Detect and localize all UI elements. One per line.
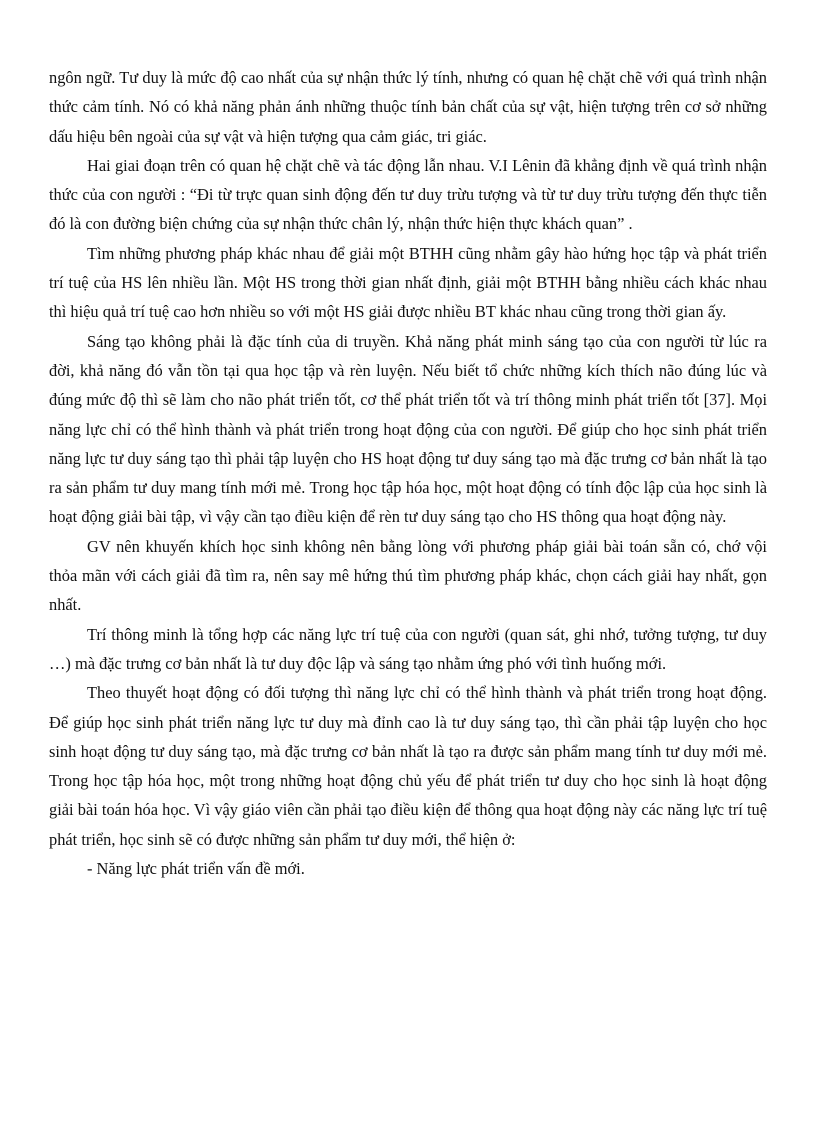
- paragraph-intelligence: Trí thông minh là tổng hợp các năng lực trí tuệ của con người (quan sát, ghi nhớ, tưởng tượng, tư duy …) mà đặc trưng cơ bản nhất là tư duy độc lập và sáng tạo nhằm ứng phó với tình huống mới.: [49, 624, 767, 673]
- paragraph-solving-methods: Tìm những phương pháp khác nhau để giải một BTHH cũng nhằm gây hào hứng học tập và phát triển trí tuệ của HS lên nhiều lần. Một HS trong thời gian nhất định, giải một BTHH bằng nhiều cách khác nhau thì hiệu quả trí tuệ cao hơn nhiều so với một HS giải được nhiều BT khác nhau cũng trong thời gian ấy.: [49, 243, 767, 322]
- list-item: - Năng lực phát triển vấn đề mới.: [87, 859, 305, 879]
- paragraph-activity-theory: Theo thuyết hoạt động có đối tượng thì năng lực chỉ có thể hình thành và phát triển trong hoạt động. Để giúp học sinh phát triển năng lực tư duy mà đỉnh cao là tư duy sáng tạo, thì cần phải tập luyện cho học sinh hoạt động tư duy sáng tạo, mà đặc trưng cơ bản nhất là tạo ra được sản phẩm mang tính tư duy mới mẻ. Trong học tập hóa học, một trong những hoạt động chủ yếu để phát triển tư duy cho học sinh là hoạt động giải bài toán hóa học. Vì vậy giáo viên cần phải tạo điều kiện để thông qua hoạt động này các năng lực trí tuệ phát triển, học sinh sẽ có được những sản phẩm tư duy mới, thể hiện ở:: [49, 683, 767, 849]
- paragraph-lenin-quote: Hai giai đoạn trên có quan hệ chặt chẽ và tác động lẫn nhau. V.I Lênin đã khẳng định về quá trình nhận thức của con người : “Đi từ trực quan sinh động đến tư duy trừu tượng và từ tư duy trừu tượng đến thực tiễn đó là con đường biện chứng của sự nhận thức chân lý, nhận thức hiện thực khách quan” .: [49, 155, 767, 234]
- document-page: [49, 63, 767, 883]
- paragraph-continuation: ngôn ngữ. Tư duy là mức độ cao nhất của sự nhận thức lý tính, nhưng có quan hệ chặt chẽ với quá trình nhận thức cảm tính. Nó có khả năng phản ánh những thuộc tính bản chất của sự vật, hiện tượng trên cơ sở những dấu hiệu bên ngoài của sự vật và hiện tượng qua cảm giác, tri giác.: [49, 68, 767, 146]
- paragraph-teacher-encouragement: GV nên khuyến khích học sinh không nên bằng lòng với phương pháp giải bài toán sẵn có, chớ vội thỏa mãn với cách giải đã tìm ra, nên say mê hứng thú tìm phương pháp khác, chọn cách giải hay nhất, gọn nhất.: [49, 536, 767, 615]
- paragraph-creativity: Sáng tạo không phải là đặc tính của di truyền. Khả năng phát minh sáng tạo của con người từ lúc ra đời, khả năng đó vẫn tồn tại qua học tập và rèn luyện. Nếu biết tổ chức những kích thích não đúng lúc và đúng mức độ thì sẽ làm cho não phát triển tốt, cơ thể phát triển tốt và trí thông minh phát triển tốt [37]. Mọi năng lực chỉ có thể hình thành và phát triển trong hoạt động của con người. Để giúp cho học sinh phát triển năng lực tư duy sáng tạo thì phải tập luyện cho HS hoạt động tư duy sáng tạo mà đặc trưng cơ bản nhất là tạo ra sản phẩm tư duy mang tính mới mẻ. Trong học tập hóa học, một hoạt động có tính độc lập của học sinh là hoạt động giải bài tập, vì vậy cần tạo điều kiện để rèn tư duy sáng tạo cho HS thông qua hoạt động này.: [49, 331, 767, 527]
